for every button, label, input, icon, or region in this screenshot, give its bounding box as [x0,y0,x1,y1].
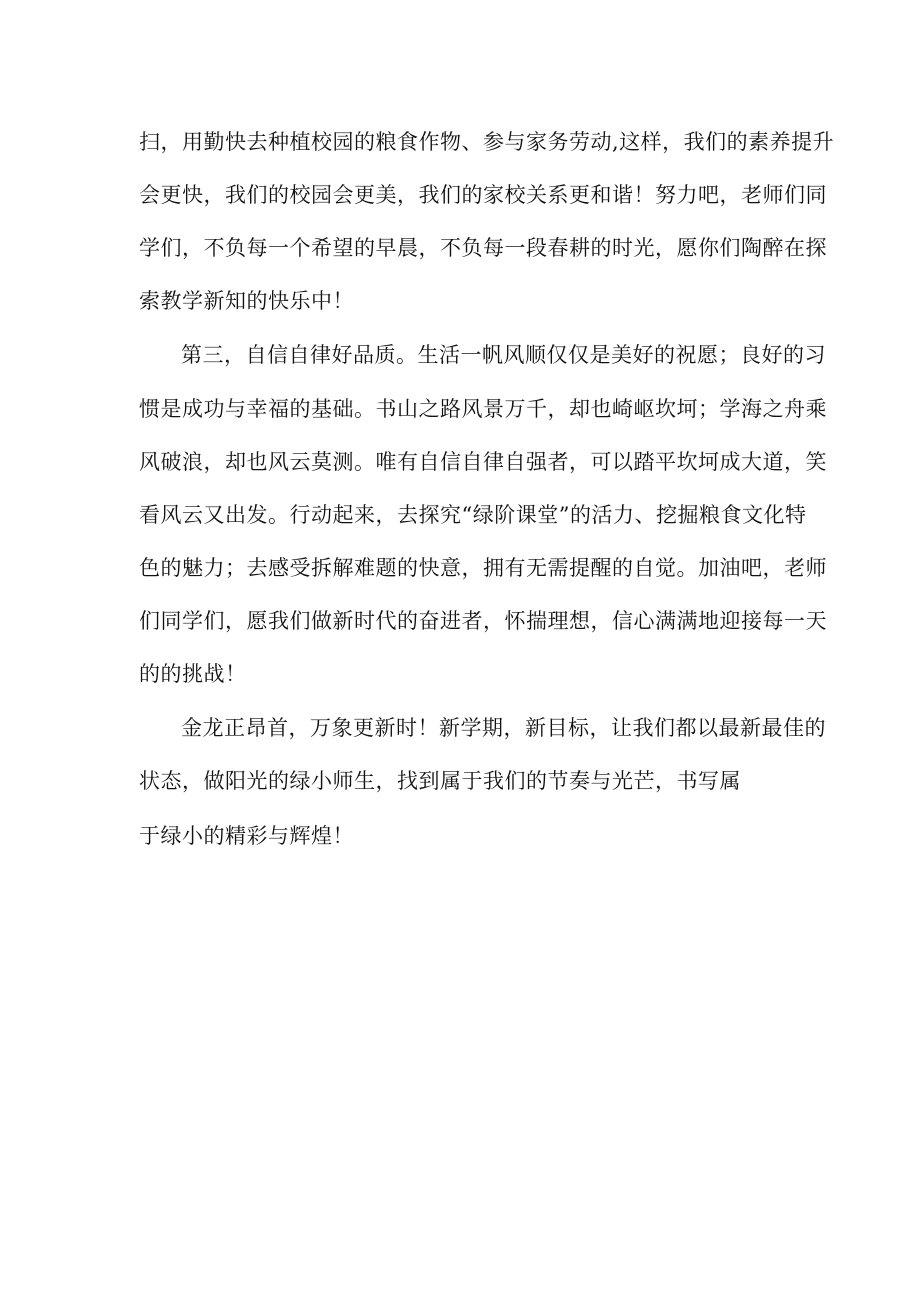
paragraph-first-line: 第三，自信自律好品质。生活一帆风顺仅仅是美好的祝愿；良好的习 [181,343,826,367]
text-line: 索教学新知的快乐中！ [139,289,354,313]
text-line: 扫，用勤快去种植校园的粮食作物、参与家务劳动,这样，我们的素养提升 [139,130,835,154]
paragraph-first-line: 金龙正昂首，万象更新时！新学期，新目标，让我们都以最新最佳的 [181,716,826,740]
text-line: 惯是成功与幸福的基础。书山之路风景万千，却也崎岖坎坷；学海之舟乘 [139,397,827,421]
text-line: 学们，不负每一个希望的早晨，不负每一段春耕的时光，愿你们陶醉在探 [139,236,827,260]
text-line: 会更快，我们的校园会更美，我们的家校关系更和谐！努力吧，老师们同 [139,183,827,207]
text-line: 的的挑战！ [139,662,247,686]
text-line: 于绿小的精彩与辉煌！ [139,824,354,848]
text-line: 色的魅力；去感受拆解难题的快意，拥有无需提醒的自觉。加油吧，老师 [139,556,827,580]
text-line: 状态，做阳光的绿小师生，找到属于我们的节奏与光芒，书写属 [139,769,741,793]
text-line: 风破浪，却也风云莫测。唯有自信自律自强者，可以踏平坎坷成大道，笑 [139,450,827,474]
text-line: 看风云又出发。行动起来，去探究“绿阶课堂”的活力、挖掘粮食文化特 [139,503,807,527]
text-line: 们同学们，愿我们做新时代的奋进者，怀揣理想，信心满满地迎接每一天 [139,609,827,633]
